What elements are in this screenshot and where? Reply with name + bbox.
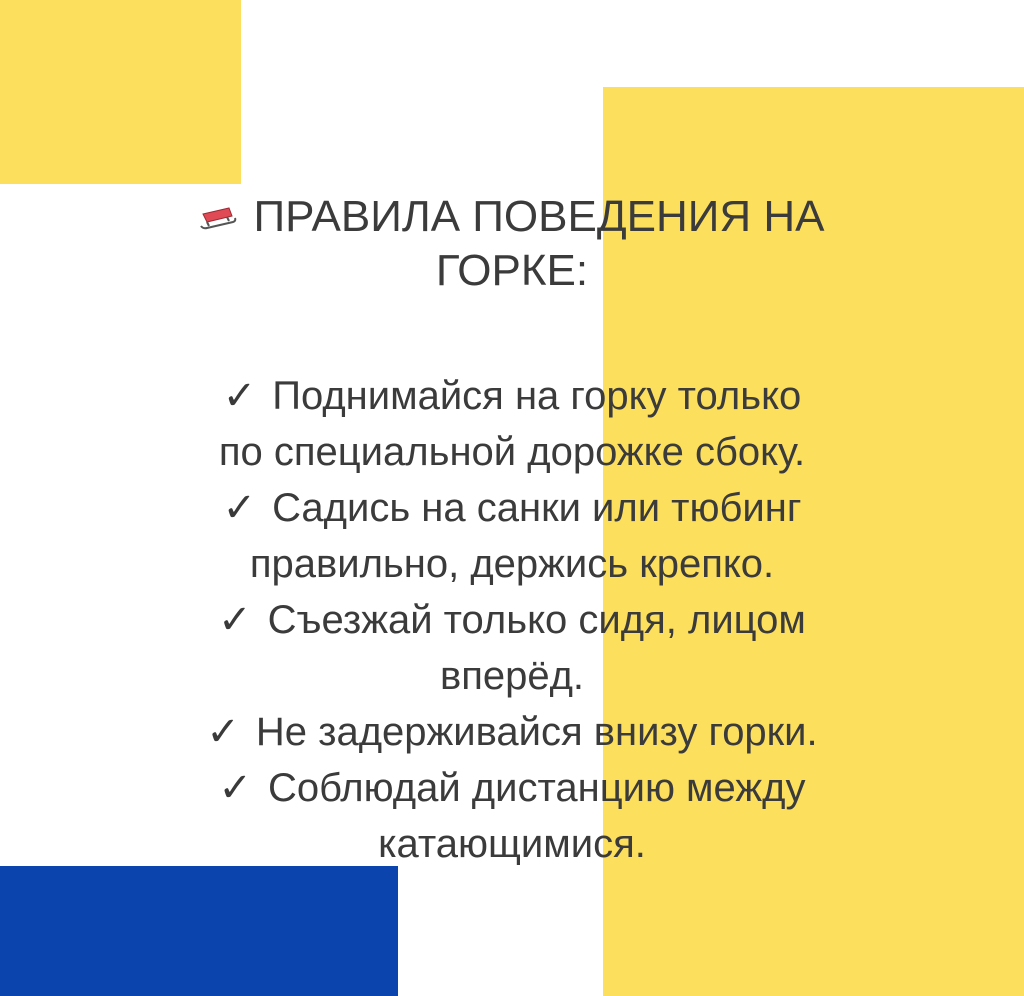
check-icon: ✓ <box>222 374 257 418</box>
title-line-1: ПРАВИЛА ПОВЕДЕНИЯ НА <box>253 192 825 241</box>
page-title <box>120 190 904 298</box>
check-icon: ✓ <box>218 598 252 642</box>
rules-card <box>120 190 904 872</box>
rule-text: Поднимайся на горку только по специальной дорожке сбоку. <box>218 374 806 474</box>
list-item <box>120 592 904 704</box>
list-item <box>120 760 904 872</box>
check-icon: ✓ <box>218 766 253 810</box>
list-item <box>120 368 904 480</box>
decorative-yellow-square-top <box>0 0 241 184</box>
sled-icon <box>199 189 237 243</box>
check-icon: ✓ <box>206 710 240 754</box>
check-icon: ✓ <box>222 486 257 530</box>
list-item <box>120 704 904 760</box>
rule-text: Съезжай только сидя, лицом вперёд. <box>267 598 806 698</box>
rule-text: Садись на санки или тюбинг правильно, держись крепко. <box>249 486 802 586</box>
rule-text: Не задерживайся внизу горки. <box>255 710 818 754</box>
title-line-2: ГОРКЕ: <box>435 246 589 295</box>
list-item <box>120 480 904 592</box>
decorative-blue-block-bottom <box>0 866 398 996</box>
rules-list <box>120 368 904 872</box>
rule-text: Соблюдай дистанцию между катающимися. <box>268 766 806 866</box>
